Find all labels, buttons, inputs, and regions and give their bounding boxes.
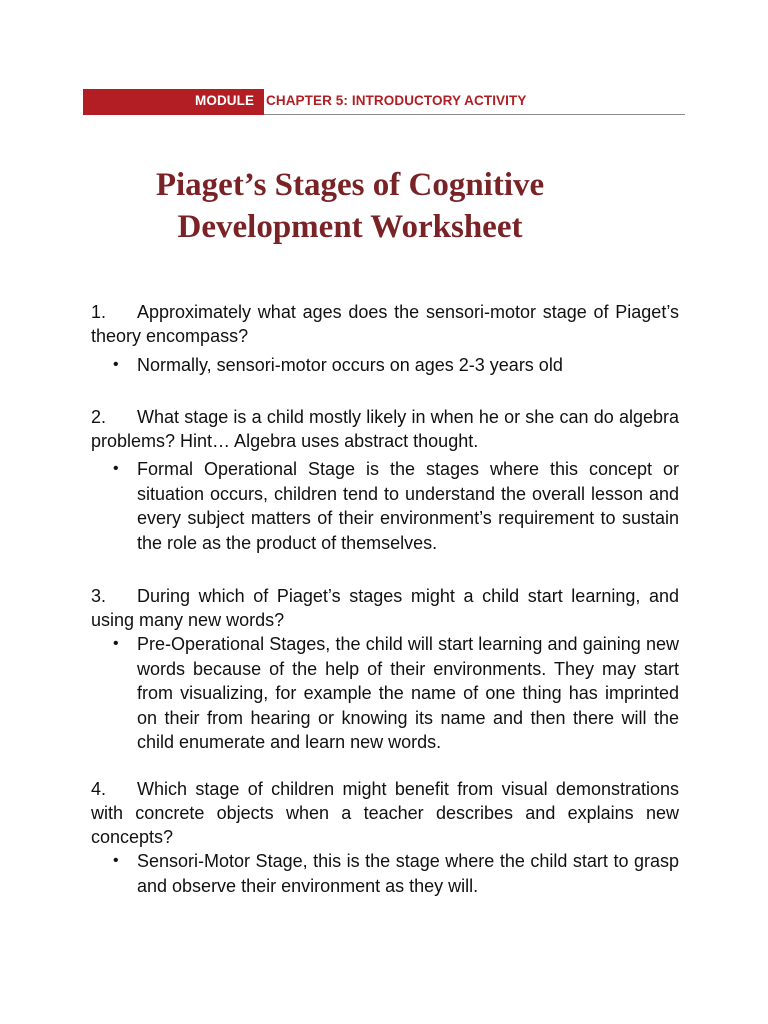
bullet-icon: • — [113, 356, 119, 373]
chapter-label: CHAPTER 5: INTRODUCTORY ACTIVITY — [266, 93, 527, 108]
header-divider — [264, 114, 685, 115]
bullet-icon: • — [113, 635, 119, 652]
bullet-icon: • — [113, 852, 119, 869]
question-3 — [91, 584, 679, 632]
question-number: 4. — [91, 779, 107, 799]
answer-4: Sensori-Motor Stage, this is the stage where the child start to grasp and observe their environment as they will. — [137, 851, 679, 896]
question-2 — [91, 405, 679, 453]
bullet-icon: • — [113, 460, 119, 477]
question-4 — [91, 777, 679, 849]
title-line-1: Piaget’s Stages of Cognitive — [155, 167, 545, 203]
question-text: Approximately what ages does the sensori-motor stage of Piaget’s theory encompass? — [91, 302, 679, 346]
answer-3: Pre-Operational Stages, the child will start learning and gaining new words because of the help of their environments. They may start from visualizing, for example the name of one thing has imprinted on their from hearing or knowing its name and then there will the child enumerate and learn new words. — [137, 634, 679, 752]
question-text: During which of Piaget’s stages might a child start learning, and using many new words? — [91, 586, 679, 630]
question-1 — [91, 300, 679, 348]
answer-1: Normally, sensori-motor occurs on ages 2-3 years old — [137, 355, 563, 375]
question-number: 2. — [91, 407, 107, 427]
worksheet-title — [90, 164, 610, 248]
module-header — [83, 89, 685, 116]
question-number: 1. — [91, 302, 107, 322]
question-text: Which stage of children might benefit from visual demonstrations with concrete objects when a teacher describes and explains new concepts? — [91, 779, 679, 847]
title-line-2: Development Worksheet — [177, 209, 523, 245]
question-text: What stage is a child mostly likely in when he or she can do algebra problems? Hint… Algebra uses abstract thought. — [91, 407, 679, 451]
question-number: 3. — [91, 586, 107, 606]
answer-2: Formal Operational Stage is the stages where this concept or situation occurs, children tend to understand the overall lesson and every subject matters of their environment’s requirement to sustain the role as the product of themselves. — [137, 459, 679, 553]
module-label: MODULE — [195, 93, 255, 108]
